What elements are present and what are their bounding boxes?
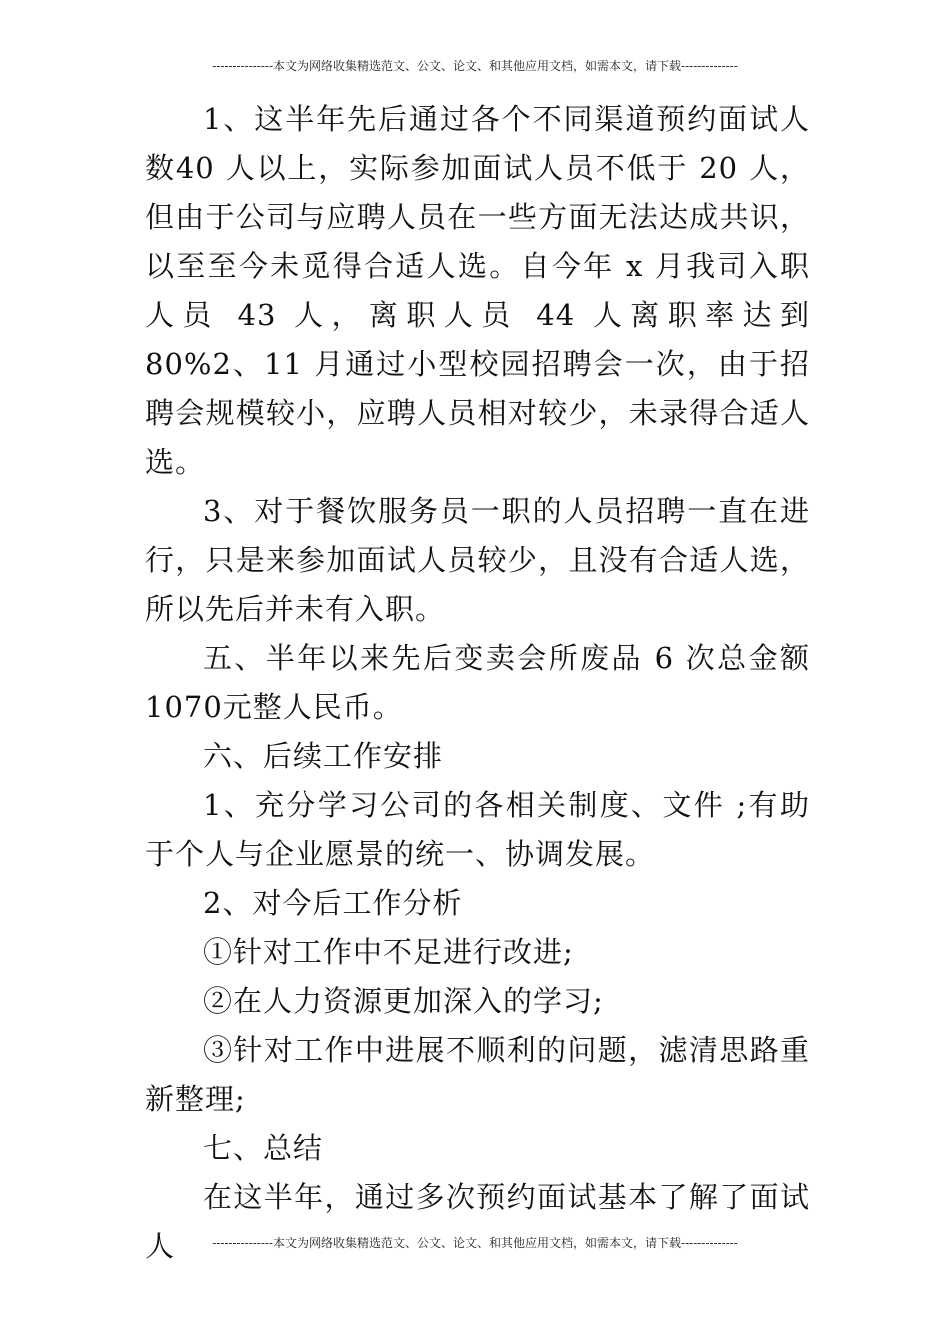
- document-body: [145, 95, 810, 1271]
- header-banner: ---------------本文为网络收集精选范文、公文、论文、和其他应用文档，如需本文，请下载--------------: [212, 59, 738, 73]
- section-heading-follow-up: 六、后续工作安排: [203, 739, 444, 773]
- section-heading-summary: 七、总结: [203, 1131, 324, 1165]
- footer-banner: ---------------本文为网络收集精选范文、公文、论文、和其他应用文档，如需本文，请下载--------------: [212, 1236, 738, 1250]
- list-item-improve: ①针对工作中不足进行改进;: [203, 935, 574, 969]
- list-item-reorganize: ③针对工作中进展不顺利的问题，滤清思路重新整理;: [145, 1033, 810, 1116]
- paragraph-summary-start: 在这半年，通过多次预约面试基本了解了面试人: [145, 1180, 810, 1263]
- paragraph-scrap-sales: 五、半年以来先后变卖会所废品 6 次总金额 1070元整人民币。: [145, 641, 810, 724]
- paragraph-recruitment-summary: 1、这半年先后通过各个不同渠道预约面试人数40 人以上，实际参加面试人员不低于 20 人，但由于公司与应聘人员在一些方面无法达成共识，以至至今未觅得合适人选。自今年 x 月我司入职人员 43 人，离职人员 44 人离职率达到 80%2、11 月通过小型校园招聘会一次，由于招聘会规模较小，应聘人员相对较少，未录得合适人选。: [145, 102, 810, 479]
- paragraph-work-analysis: 2、对今后工作分析: [203, 886, 463, 920]
- paragraph-waiter-recruitment: 3、对于餐饮服务员一职的人员招聘一直在进行，只是来参加面试人员较少，且没有合适人选，所以先后并未有入职。: [145, 494, 810, 626]
- paragraph-study-policies: 1、充分学习公司的各相关制度、文件 ;有助于个人与企业愿景的统一、协调发展。: [145, 788, 810, 871]
- list-item-hr-study: ②在人力资源更加深入的学习;: [203, 984, 604, 1018]
